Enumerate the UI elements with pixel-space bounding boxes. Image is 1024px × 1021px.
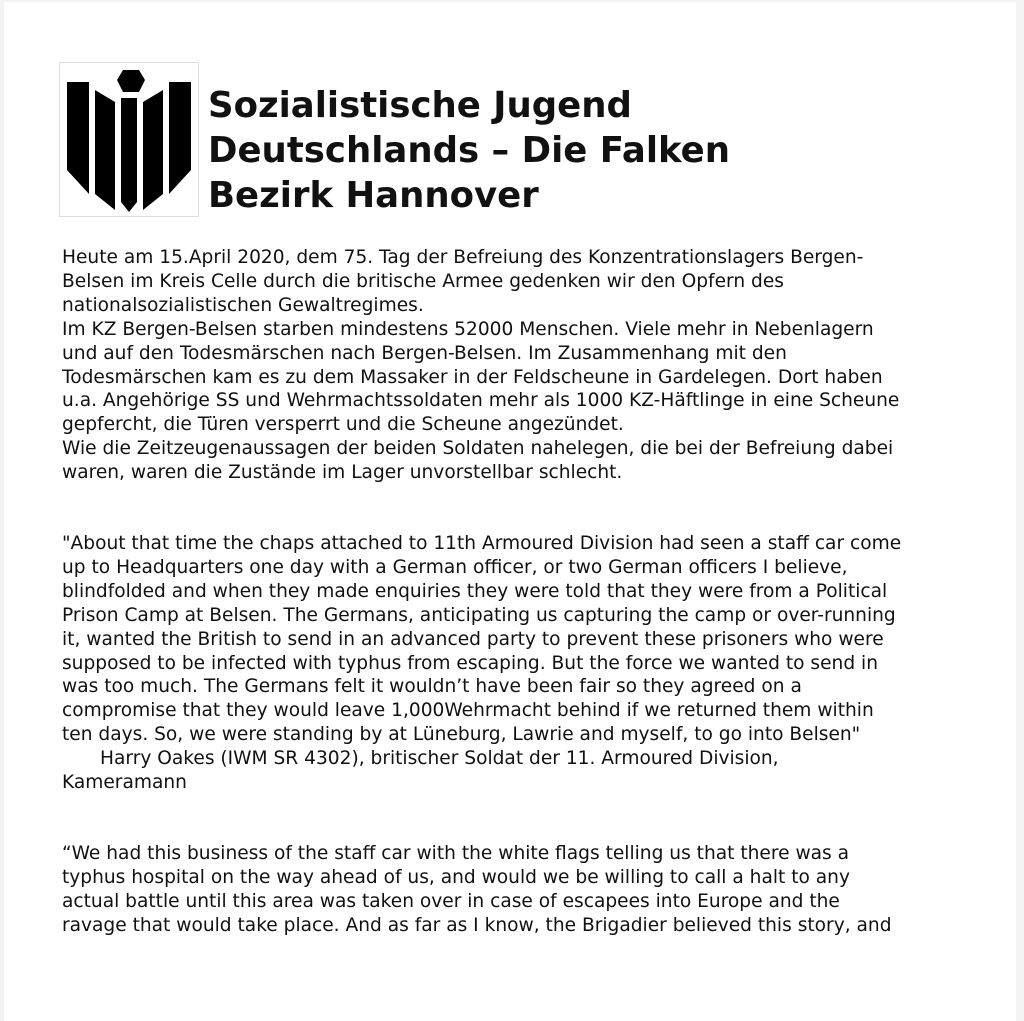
text-line: blindfolded and when they made enquiries they were told that they were from a Political xyxy=(62,580,888,602)
text-line: "About that time the chaps attached to 11th Armoured Division had seen a staff car come xyxy=(62,533,902,554)
quote-oakes xyxy=(62,532,901,795)
text-line: it, wanted the British to send in an advanced party to prevent these prisoners who were xyxy=(62,628,884,650)
title-line: Deutschlands – Die Falken xyxy=(208,130,731,171)
text-line: u.a. Angehörige SS und Wehrmachtssoldaten mehr als 1000 KZ-Häftlinge in eine Scheune xyxy=(62,390,900,412)
attribution-line: Kameramann xyxy=(62,772,187,794)
text-line: “We had this business of the staff car with the white flags telling us that there was a xyxy=(62,843,850,864)
text-line: ten days. So, we were standing by at Lüneburg, Lawrie and myself, to go into Belsen" xyxy=(62,724,861,746)
text-line: Heute am 15.April 2020, dem 75. Tag der Befreiung des Konzentrationslagers Bergen- xyxy=(62,247,864,268)
falken-logo-icon xyxy=(59,62,199,217)
text-line: nationalsozialistischen Gewaltregimes. xyxy=(62,294,424,316)
text-line: Prison Camp at Belsen. The Germans, anticipating us capturing the camp or over-running xyxy=(62,604,896,626)
text-line: typhus hospital on the way ahead of us, and would we be willing to call a halt to any xyxy=(62,866,850,888)
text-line: Belsen im Kreis Celle durch die britische Armee gedenken wir den Opfern des xyxy=(62,270,784,292)
text-line: Im KZ Bergen-Belsen starben mindestens 52000 Menschen. Viele mehr in Nebenlagern xyxy=(62,318,874,340)
text-line: was too much. The Germans felt it wouldn’t have been fair so they agreed on a xyxy=(62,676,802,698)
text-line: Wie die Zeitzeugenaussagen der beiden Soldaten nahelegen, die bei der Befreiung dabei xyxy=(62,438,894,460)
text-line: up to Headquarters one day with a German officer, or two German officers I believe, xyxy=(62,556,848,578)
text-line: waren, waren die Zustände im Lager unvorstellbar schlecht. xyxy=(62,462,623,484)
document-page xyxy=(4,2,1016,1021)
title-line: Sozialistische Jugend xyxy=(208,85,632,126)
text-line: compromise that they would leave 1,000Wehrmacht behind if we returned them within xyxy=(62,700,874,722)
intro-paragraph xyxy=(62,246,899,485)
text-line: supposed to be infected with typhus from escaping. But the force we wanted to send in xyxy=(62,652,878,674)
text-line: gepfercht, die Türen versperrt und die Scheune angezündet. xyxy=(62,414,624,436)
text-line: und auf den Todesmärschen nach Bergen-Belsen. Im Zusammenhang mit den xyxy=(62,342,787,364)
text-line: ravage that would take place. And as far as I know, the Brigadier believed this story, and xyxy=(62,914,892,936)
quote-second-soldier xyxy=(62,842,892,938)
organization-title xyxy=(208,83,730,218)
text-line: Todesmärschen kam es zu dem Massaker in der Feldscheune in Gardelegen. Dort haben xyxy=(62,366,883,388)
text-line: actual battle until this area was taken over in case of escapees into Europe and the xyxy=(62,890,840,912)
attribution-line: Harry Oakes (IWM SR 4302), britischer Soldat der 11. Armoured Division, xyxy=(100,748,779,770)
title-line: Bezirk Hannover xyxy=(208,175,539,216)
